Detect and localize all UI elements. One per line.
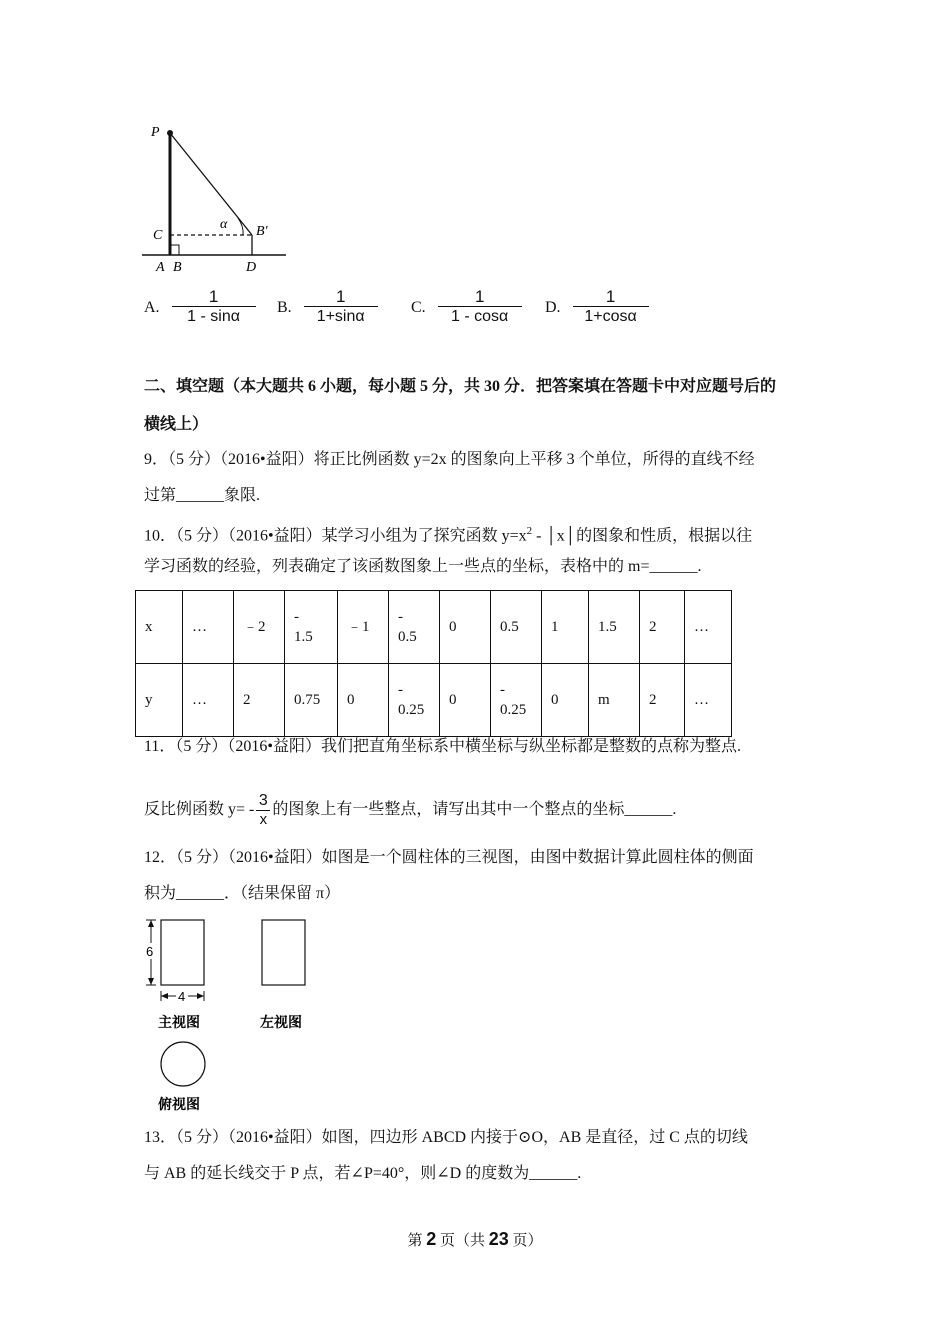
option-fraction: $\frac{1}{1 - \cos\alpha}$ bbox=[438, 288, 522, 327]
table-cell: 0 bbox=[542, 664, 589, 737]
table-cell: 2 bbox=[234, 664, 285, 737]
option-label: C. bbox=[411, 298, 426, 316]
width-arrow-right bbox=[197, 993, 204, 999]
table-cell: y bbox=[136, 664, 183, 737]
height-label: 6 bbox=[146, 944, 154, 959]
line-pd bbox=[170, 133, 252, 235]
q13-line2: 与 AB 的延长线交于 P 点，若∠P=40°，则∠D 的度数为______. bbox=[144, 1165, 582, 1182]
height-arrow-down bbox=[148, 978, 154, 985]
table-cell: 1.5 bbox=[589, 591, 640, 664]
table-cell: - 1.5 bbox=[285, 591, 338, 664]
q10-text-pre: 10．（5 分）（2016•益阳）某学习小组为了探究函数 y=x bbox=[144, 527, 527, 545]
left-view-rect bbox=[262, 920, 305, 985]
table-cell: … bbox=[183, 591, 234, 664]
q10-line2: 学习函数的经验，列表确定了该函数图象上一些点的坐标，表格中的 m=______. bbox=[144, 558, 702, 575]
label-b: B bbox=[173, 260, 182, 275]
q11-text-pre: 反比例函数 y= - bbox=[144, 801, 255, 818]
top-view-caption: 俯视图 bbox=[158, 1097, 200, 1113]
option-fraction: $\frac{1}{1+\cos\alpha}$ bbox=[573, 288, 649, 327]
table-cell: 0 bbox=[440, 664, 491, 737]
q10-text-post: - │x│的图象和性质，根据以往 bbox=[532, 527, 753, 545]
table-cell: 0.75 bbox=[285, 664, 338, 737]
label-alpha: α bbox=[220, 217, 228, 232]
table-cell: - 0.25 bbox=[389, 664, 440, 737]
table-cell: - 0.25 bbox=[491, 664, 542, 737]
table-cell: 2 bbox=[640, 591, 685, 664]
q13-line1: 13．（5 分）（2016•益阳）如图，四边形 ABCD 内接于⊙O，AB 是直径，过 C 点的切线 bbox=[144, 1129, 748, 1146]
q11-line2 bbox=[144, 788, 676, 832]
three-view-figure bbox=[138, 912, 328, 1117]
option-label: D. bbox=[545, 298, 561, 316]
q11-text-post: 的图象上有一些整点，请写出其中一个整点的坐标______. bbox=[272, 801, 677, 818]
table-cell: … bbox=[183, 664, 234, 737]
data-table bbox=[135, 590, 732, 737]
table-cell: 2 bbox=[640, 664, 685, 737]
table-row bbox=[136, 664, 732, 737]
q12-line2: 积为______．（结果保留 π） bbox=[144, 885, 341, 902]
option-label: B. bbox=[277, 298, 292, 316]
table-cell: ﹣2 bbox=[234, 591, 285, 664]
label-d: D bbox=[246, 260, 257, 275]
label-p: P bbox=[151, 125, 160, 140]
table-cell: … bbox=[685, 664, 732, 737]
label-b-prime: B′ bbox=[256, 224, 268, 239]
left-view-caption: 左视图 bbox=[260, 1015, 302, 1031]
table-cell: 0.5 bbox=[491, 591, 542, 664]
q12-line1: 12．（5 分）（2016•益阳）如图是一个圆柱体的三视图，由图中数据计算此圆柱体的侧面 bbox=[144, 849, 754, 866]
table-cell: - 0.5 bbox=[389, 591, 440, 664]
page-total: 23 bbox=[488, 1229, 509, 1249]
table-cell: m bbox=[589, 664, 640, 737]
q11-fraction: $\frac{3}{x}$ bbox=[256, 792, 270, 829]
table-cell: … bbox=[685, 591, 732, 664]
option-c[interactable] bbox=[411, 288, 522, 327]
front-view-caption: 主视图 bbox=[158, 1015, 200, 1031]
table-cell: 0 bbox=[338, 664, 389, 737]
q9-line2: 过第______象限. bbox=[144, 487, 261, 504]
page-number: 2 bbox=[426, 1229, 437, 1249]
height-arrow-up bbox=[148, 920, 154, 927]
option-fraction: $\frac{1}{1 - \sin\alpha}$ bbox=[172, 288, 256, 327]
table-cell: 1 bbox=[542, 591, 589, 664]
page-footer: 第 2 页（共 23 页） bbox=[407, 1229, 543, 1249]
q10-exponent: 2 bbox=[526, 525, 533, 537]
q9-line1: 9．（5 分）（2016•益阳）将正比例函数 y=2x 的图象向上平移 3 个单位，所得的直线不经 bbox=[144, 451, 755, 468]
front-view-rect bbox=[161, 920, 204, 985]
width-arrow-left bbox=[161, 993, 168, 999]
table-cell: ﹣1 bbox=[338, 591, 389, 664]
section-heading-cont: 横线上） bbox=[144, 416, 209, 433]
q11-line1: 11．（5 分）（2016•益阳）我们把直角坐标系中横坐标与纵坐标都是整数的点称为整点. bbox=[144, 738, 742, 755]
table-cell: x bbox=[136, 591, 183, 664]
section-heading: 二、填空题（本大题共 6 小题，每小题 5 分，共 30 分．把答案填在答题卡中对应题号后的 bbox=[144, 378, 777, 395]
label-a: A bbox=[156, 260, 165, 275]
width-label: 4 bbox=[178, 989, 186, 1004]
option-fraction: $\frac{1}{1+\sin\alpha}$ bbox=[304, 288, 378, 327]
geometry-figure bbox=[140, 120, 300, 280]
table-cell: 0 bbox=[440, 591, 491, 664]
option-label: A. bbox=[144, 298, 160, 316]
table-row bbox=[136, 591, 732, 664]
label-c: C bbox=[153, 228, 163, 243]
option-b[interactable] bbox=[277, 288, 378, 327]
q10-line1 bbox=[144, 521, 752, 546]
option-d[interactable] bbox=[545, 288, 649, 327]
option-a[interactable] bbox=[144, 288, 256, 327]
top-view-circle bbox=[161, 1042, 205, 1086]
